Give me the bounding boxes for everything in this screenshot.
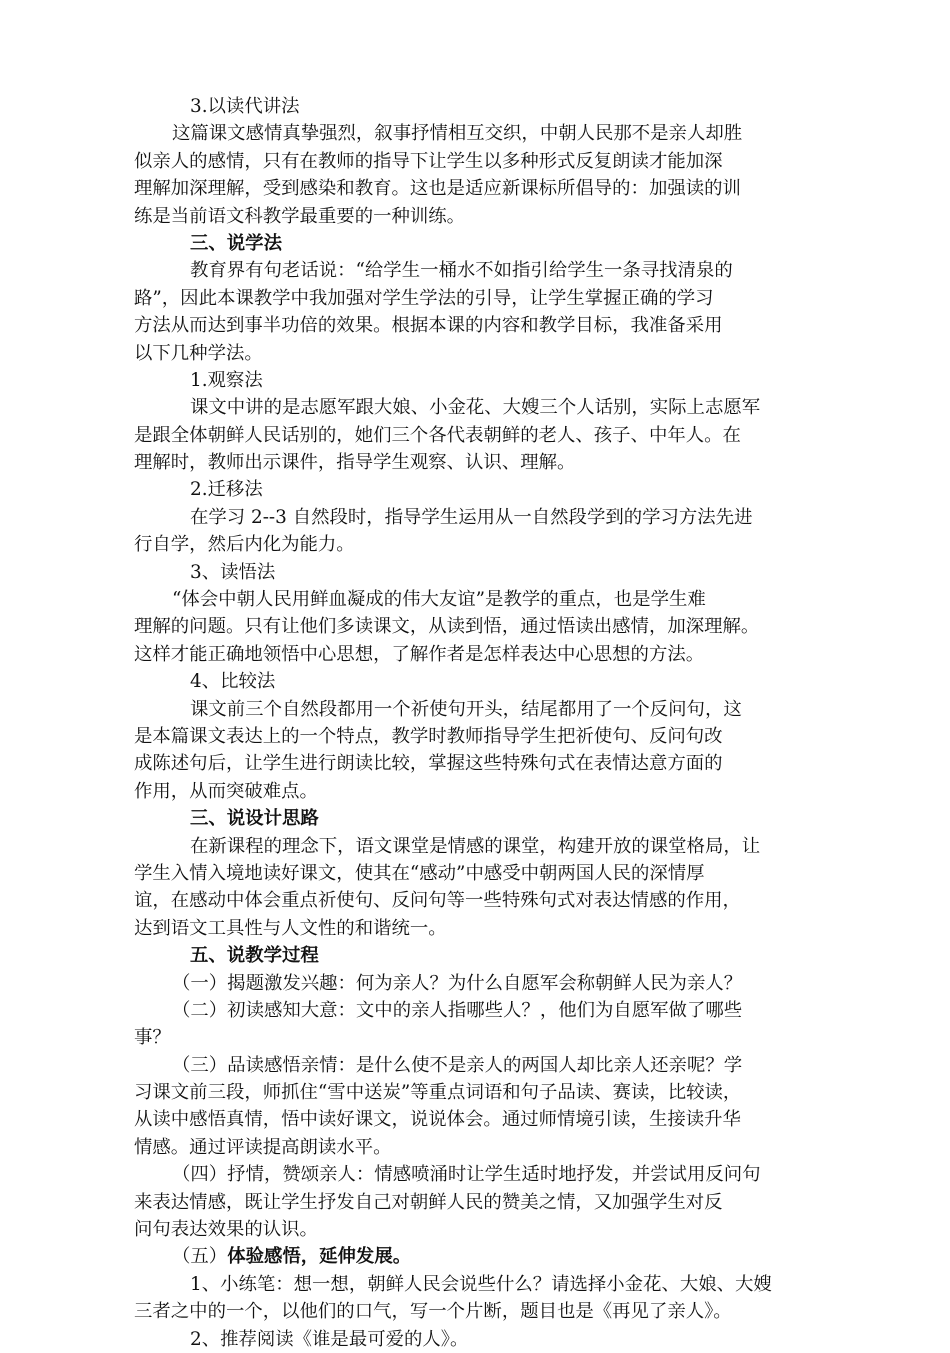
paragraph-line: 这样才能正确地领悟中心思想，了解作者是怎样表达中心思想的方法。	[134, 643, 705, 665]
subheading-method-3: 3.以读代讲法	[190, 96, 300, 117]
paragraph-line: 在新课程的理念下，语文课堂是情感的课堂，构建开放的课堂格局，让	[190, 835, 761, 857]
paragraph-line: 达到语文工具性与人文性的和谐统一。	[134, 917, 447, 939]
paragraph-line: 作用，从而突破难点。	[134, 780, 318, 802]
subheading-step-5	[134, 1243, 862, 1270]
paragraph-line: 理解的问题。只有让他们多读课文，从读到悟，通过悟读出感情，加深理解。	[134, 616, 760, 638]
subheading-observation: 1.观察法	[190, 369, 263, 391]
paragraph-line: 行自学，然后内化为能力。	[134, 534, 355, 556]
paragraph-line: 是跟全体朝鲜人民话别的，她们三个各代表朝鲜的老人、孩子、中年人。在	[134, 424, 741, 446]
section-heading-learning-methods: 三、说学法	[190, 232, 282, 254]
paragraph-line: 事？	[134, 1027, 171, 1049]
paragraph-line: （三）品读感悟亲情：是什么使不是亲人的两国人却比亲人还亲呢？学	[172, 1054, 743, 1076]
document-page	[134, 93, 862, 1353]
subheading-read-realize: 3、读悟法	[190, 561, 276, 583]
paragraph-line: 方法从而达到事半功倍的效果。根据本课的内容和教学目标，我准备采用	[134, 315, 723, 337]
paragraph-line: 谊，在感动中体会重点祈使句、反问句等一些特殊句式对表达情感的作用，	[134, 890, 741, 912]
paragraph-line: “体会中朝人民用鲜血凝成的伟大友谊”是教学的重点，也是学生难	[172, 589, 706, 611]
paragraph-line: 2、推荐阅读《谁是最可爱的人》。	[190, 1328, 469, 1350]
paragraph-line: 学生入情入境地读好课文，使其在“感动”中感受中朝两国人民的深情厚	[134, 862, 705, 884]
paragraph-line: 教育界有句老话说：“给学生一桶水不如指引给学生一条寻找清泉的	[190, 260, 733, 282]
paragraph-line: 课文中讲的是志愿军跟大娘、小金花、大嫂三个人话别，实际上志愿军	[190, 397, 761, 419]
paragraph-line: 是本篇课文表达上的一个特点，教学时教师指导学生把祈使句、反问句改	[134, 725, 723, 747]
paragraph-line: 练是当前语文科教学最重要的一种训练。	[134, 205, 466, 227]
paragraph-line: 来表达情感，既让学生抒发自己对朝鲜人民的赞美之情，又加强学生对反	[134, 1191, 723, 1213]
paragraph-line: 以下几种学法。	[134, 342, 263, 364]
paragraph-line: 情感。通过评读提高朗读水平。	[134, 1136, 392, 1158]
paragraph-line: （一）揭题激发兴趣：何为亲人？为什么自愿军会称朝鲜人民为亲人？	[172, 972, 743, 994]
paragraph-line: 1、小练笔：想一想，朝鲜人民会说些什么？请选择小金花、大娘、大嫂	[190, 1273, 772, 1295]
section-heading-teaching-process: 五、说教学过程	[190, 945, 319, 967]
paragraph-line: 成陈述句后，让学生进行朗读比较，掌握这些特殊句式在表情达意方面的	[134, 753, 723, 775]
section-heading-design-ideas: 三、说设计思路	[190, 808, 319, 830]
subheading-comparison: 4、比较法	[190, 671, 276, 693]
paragraph-line: 在学习 2--3 自然段时，指导学生运用从一自然段学到的学习方法先进	[190, 506, 753, 528]
paragraph-line: 三者之中的一个，以他们的口气，写一个片断，题目也是《再见了亲人》。	[134, 1301, 732, 1323]
step-title: 体验感悟，延伸发展。	[227, 1246, 412, 1268]
paragraph-line: 理解加深理解，受到感染和教育。这也是适应新课标所倡导的：加强读的训	[134, 178, 741, 200]
paragraph-line: 理解时，教师出示课件，指导学生观察、认识、理解。	[134, 452, 576, 474]
paragraph-line: 似亲人的感情，只有在教师的指导下让学生以多种形式反复朗读才能加深	[134, 150, 723, 172]
paragraph-line: 习课文前三段，师抓住“雪中送炭”等重点词语和句子品读、赛读，比较读，	[134, 1082, 742, 1104]
step-number: （五）	[172, 1246, 228, 1268]
paragraph-line: 这篇课文感情真挚强烈，叙事抒情相互交织，中朝人民那不是亲人却胜	[172, 123, 743, 145]
paragraph-line: （二）初读感知大意：文中的亲人指哪些人？，他们为自愿军做了哪些	[172, 999, 743, 1021]
paragraph-line: 问句表达效果的认识。	[134, 1219, 318, 1241]
subheading-transfer: 2.迁移法	[190, 479, 263, 501]
paragraph-line: （四）抒情，赞颂亲人：情感喷涌时让学生适时地抒发，并尝试用反问句	[172, 1164, 761, 1186]
paragraph-line: 从读中感悟真情，悟中读好课文，说说体会。通过师情境引读，生接读升华	[134, 1109, 741, 1131]
paragraph-line: 路”，因此本课教学中我加强对学生学法的引导，让学生掌握正确的学习	[134, 287, 714, 309]
paragraph-line: 课文前三个自然段都用一个祈使句开头，结尾都用了一个反问句，这	[190, 698, 742, 720]
